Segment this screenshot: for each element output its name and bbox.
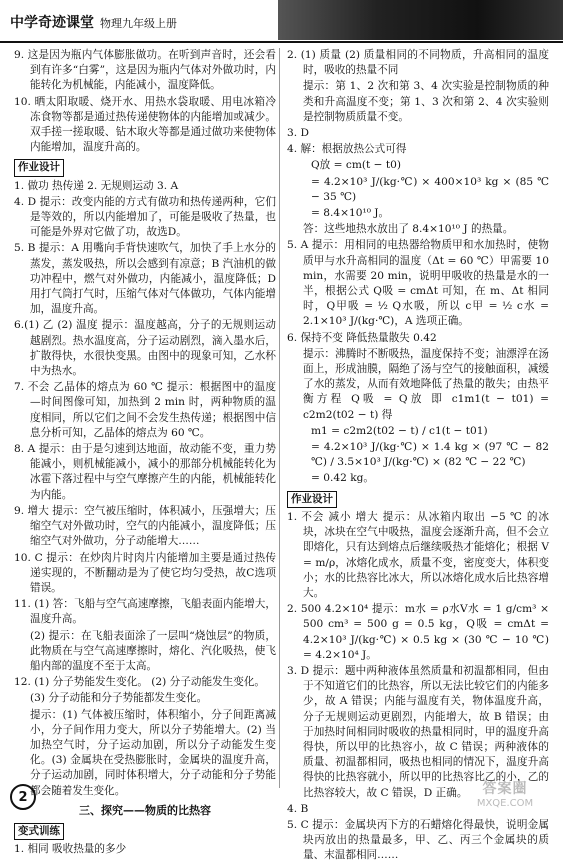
answer-item: 9. 增大 提示：空气被压缩时，体积减小，压强增大；压缩空气对外做功时，空气的内能减小，温度降低；压缩空气对外做功，分子动能增大…… [14,504,276,548]
section-box-wrapper [14,156,276,178]
section-box-wrapper [287,488,549,510]
answer-item: 4. 解：根据放热公式可得 [287,143,407,156]
section-box-label: 作业设计 [14,159,64,176]
answer-item: 5. A 提示：用相同的电热器给物质甲和水加热时，使物质甲与水升高相同的温度（Δt = 60 ℃）甲需要 10 min，水需要 20 min，说明甲吸收的热量是水的一半，根据公式 Q吸 = cmΔt 可知，在 m、Δt 相同时，Q甲吸 = ½ Q水吸，所以 c甲 = ½ c水 = 2.1×10³ J/(kg·℃)，A 选项正确。 [287,239,549,328]
answer-item: 2. (1) 质量 (2) 质量相同的不同物质，升高相同的温度时，吸收的热量不同 [287,49,549,77]
answer-continuation: 提示：(1) 气体被压缩时，体积缩小，分子间距离减小，分子间作用力变大，所以分子势能增大。(2) 当加热空气时，分子运动加剧，所以分子动能发生变化。(3) 金属块在受热膨胀时，金属块的温度升高，分子运动加剧，同时体积增大，分子动能和分子势能都会随着发生变化。 [30,708,276,797]
section-box-wrapper [14,820,276,842]
answer-item: 8. A 提示：由于是匀速到达地面，故动能不变，重力势能减小，则机械能减小，减小的那部分机械能转化为冰雹下落过程中与空气摩擦产生的内能，机械能转化为内能。 [14,443,276,501]
answer-item: 6.(1) 乙 (2) 温度 提示：温度越高，分子的无规则运动越剧烈。热水温度高，分子运动剧烈，滴入墨水后，扩散得快，水很快变黑。由图中的现象可知，乙水杯中为热水。 [14,319,276,378]
formula-line: = 0.42 kg。 [311,472,374,485]
header-decorative-banner [278,0,563,40]
section-box-label: 变式训练 [14,823,64,840]
watermark-text: 答案圈 [482,780,528,797]
answer-item: 4. B [287,802,309,815]
page-header [0,0,563,42]
answer-item: 7. 不会 乙晶体的熔点为 60 ℃ 提示：根据图中的温度—时间图像可知，加热到 2 min 时，两种物质的温度相同，所以它们之间不会发生热传递；根据图中信息分析可知，乙晶体的熔点为 60 ℃。 [14,381,276,439]
answer-continuation: 提示：沸腾时不断吸热，温度保持不变；油漂浮在汤面上，形成油膜，隔绝了汤与空气的接触面积，减缓了水的蒸发，从而有效地降低了热量的散失；由热平衡方程 Q吸 = Q放 即 c1m1(t − t01) = c2m2(t02 − t) 得 [303,347,549,421]
watermark-logo [450,772,560,814]
book-series-name: 中学奇迹课堂 [10,15,94,31]
answer-item: 6. 保持不变 降低热量散失 0.42 [287,331,437,344]
answer-continuation: (2) 提示：在飞船表面涂了一层叫“烧蚀层”的物质，此物质在与空气高速摩擦时，熔化、汽化吸热，使飞船内部的温度不至于太高。 [30,629,276,672]
answer-item: 5. C 提示：金属块丙下方的石蜡熔化得最快，说明金属块丙放出的热量最多，甲、乙、丙三个金属块的质量、末温都相同…… [287,818,549,862]
answer-item: 2. 500 4.2×10⁴ 提示：m水 = ρ水V水 = 1 g/cm³ × 500 cm³ = 500 g = 0.5 kg，Q吸 = cmΔt = 4.2×10³ J/(kg·℃) × 0.5 kg × (30 ℃ − 10 ℃) = 4.2×10⁴ J。 [287,603,549,661]
answer-continuation: 答：这些地热水放出了 8.4×10¹⁰ J 的热量。 [303,223,514,236]
formula-line: = 4.2×10³ J/(kg·℃) × 400×10³ kg × (85 ℃ − 35 ℃) [311,175,549,203]
answer-continuation: (3) 分子动能和分子势能都发生变化。 [30,692,208,705]
section-box-label: 作业设计 [287,491,337,508]
book-subject: 物理九年级上册 [100,17,177,30]
answer-item: 9. 这是因为瓶内气体膨胀做功。在听到声音时，还会看到有许多“白雾”，这是因为瓶内气体对外做功时，内能转化为机械能，内能减小，温度降低。 [14,49,276,92]
formula-line: Q放 = cm(t − t0) [311,159,402,172]
answer-item: 3. D 提示：题中两种液体虽然质量和初温都相同，但由于不知道它们的比热容，所以无法比较它们的内能多少，故 A 错误；内能与温度有关，物体温度升高，分子无规则运动更剧烈，内能增大，故 B 错误；由于加热时间相同时吸收的热量相同时，甲的温度升高得快，所以甲的比热容小，故 C 错误；两种液体的质量、初温都相同，吸热也相同的情况下，温度升高得快的比热容就小，所以甲的比热容比乙的小，乙的比热容较大，故 C 错误，D 正确。 [287,664,549,799]
formula-line: = 4.2×10³ J/(kg·℃) × 1.4 kg × (97 ℃ − 82 ℃) / 3.5×10³ J/(kg·℃) × (82 ℃ − 22 ℃) [311,441,549,469]
answer-item: 10. C 提示：在炒肉片时肉片内能增加主要是通过热传递实现的，不断翻动是为了使它均匀受热，故C选项错误。 [14,551,276,594]
answer-item: 11. (1) 答：飞船与空气高速摩擦，飞船表面内能增大，温度升高。 [14,598,276,626]
answer-item: 3. D [287,127,309,140]
formula-line: = 8.4×10¹⁰ J。 [311,207,390,220]
answer-item: 1. 做功 热传递 2. 无规则运动 3. A [14,179,179,192]
formula-line: m1 = c2m2(t02 − t) / c1(t − t01) [311,424,488,437]
page-number: 2 [10,784,36,810]
watermark-url: MXQE.COM [476,797,534,809]
section-heading: 三、探究——物质的比热容 [79,803,211,817]
answer-item: 4. D 提示：改变内能的方式有做功和热传递两种，它们是等效的，所以内能增加了，可能是吸收了热量，也可能是外界对它做了功，故选D。 [14,195,276,239]
column-divider [279,48,280,788]
answer-item: 12. (1) 分子势能发生变化。 (2) 分子动能发生变化。 [14,676,266,689]
answer-item: 5. B 提示：A 用嘴向手背快速吹气，加快了手上水分的蒸发，蒸发吸热，所以会感到有凉意；B 汽油机的做功冲程中，燃气对外做功，内能减小，温度降低；D 用打气筒打气时，压缩气体对气体做功，气体内能增加，温度升高。 [14,242,276,316]
answer-item: 10. 晒太阳取暖、烧开水、用热水袋取暖、用电冰箱冷冻食物等都是通过热传递使物体的内能增加或减少。双手搓一搓取暖、钻木取火等都是通过做功来使物体内能增加，温度升高的。 [14,95,276,154]
answer-continuation: 提示：第 1、2 次和第 3、4 次实验是控制物质的种类和升高温度不变；第 1、3 次和第 2、4 次实验则是控制物质质量不变。 [303,80,549,123]
left-column [14,48,276,858]
answer-item: 1. 相同 吸收热量的多少 [14,843,127,856]
answer-item: 1. 不会 减小 增大 提示：从冰箱内取出 −5 ℃ 的冰块，冰块在空气中吸热，温度会逐渐升高，但不会立即熔化，只有达到熔点后继续吸热才能熔化；根据 V = m/ρ，冰熔化成水，质量不变，密度变大，体积变小；水的比热容比冰大，所以冰熔化成水后比热容增大。 [287,510,549,599]
book-title [10,12,177,32]
right-column [287,48,549,865]
header-rule [0,41,563,43]
